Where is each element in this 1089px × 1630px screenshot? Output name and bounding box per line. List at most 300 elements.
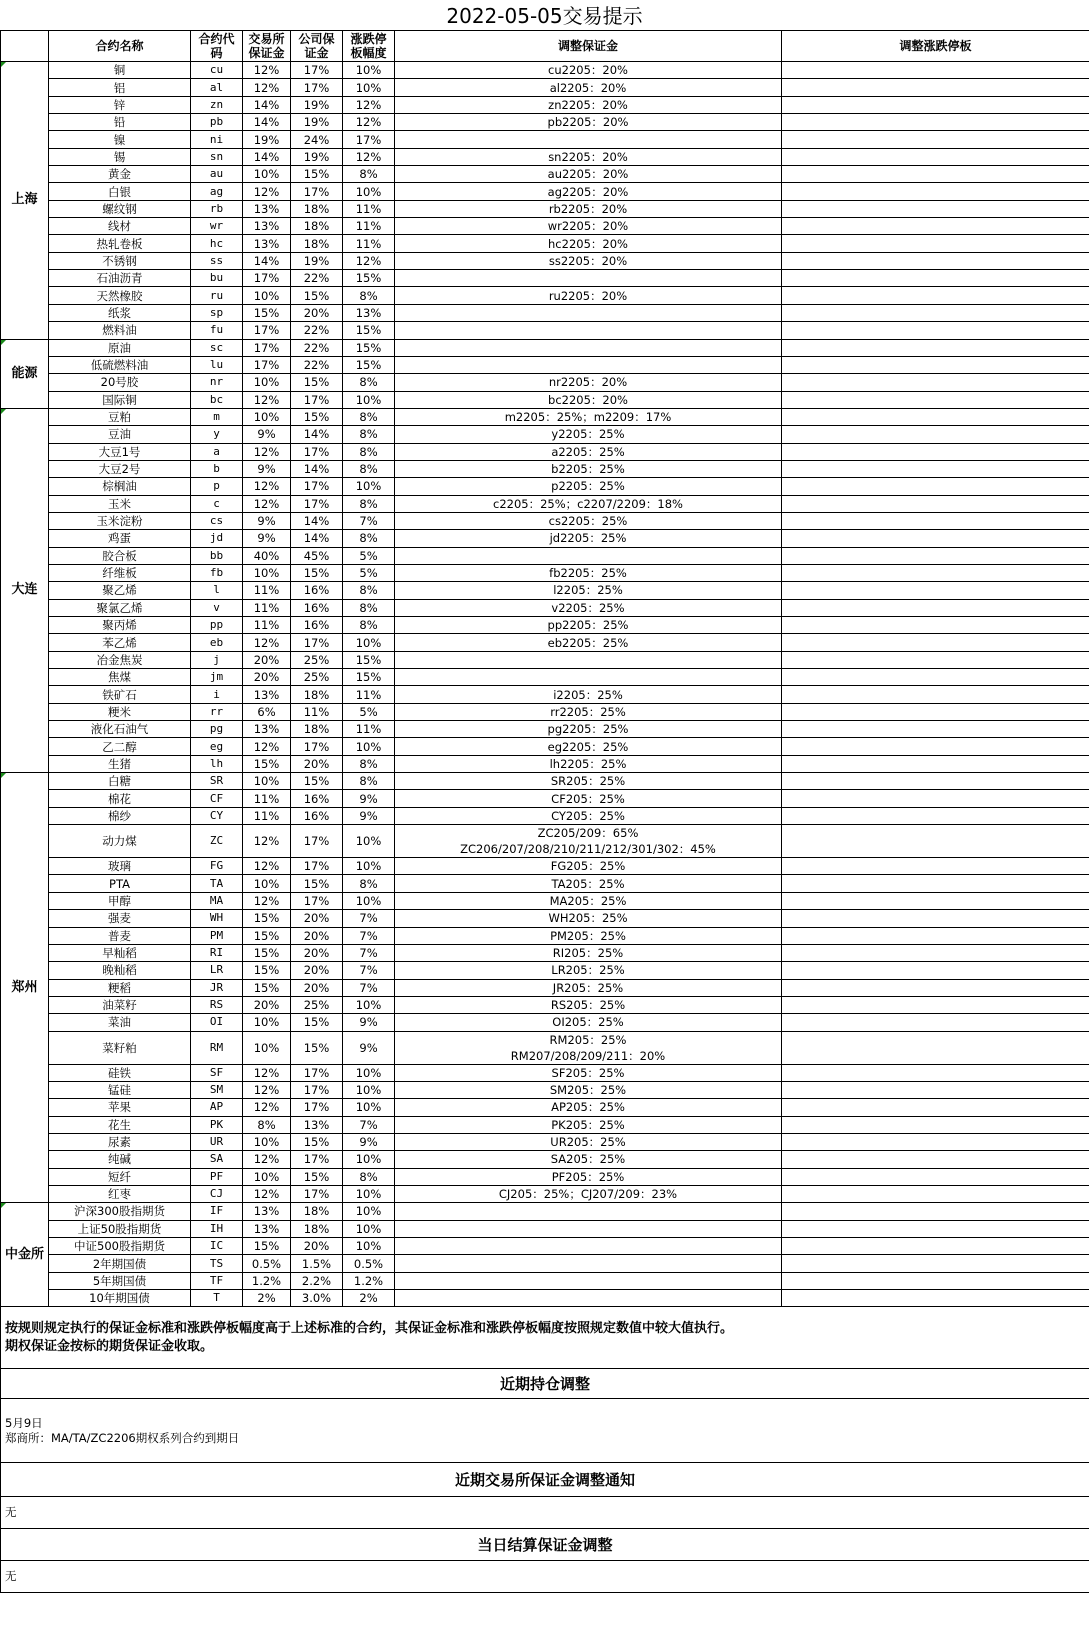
adjust-margin-cell [395, 686, 782, 703]
table-row [1, 79, 1089, 96]
exchange-margin-cell: 15% [243, 304, 291, 321]
contract-code-cell: sn [191, 148, 243, 165]
adjust-margin-line: UR205：25% [550, 1135, 626, 1150]
exchange-margin-cell: 12% [243, 858, 291, 875]
limit-range-cell: 8% [343, 755, 395, 772]
adjust-margin-line: SR205：25% [550, 774, 626, 789]
adjust-margin-cell [395, 218, 782, 235]
adjust-margin-line: WH205：25% [548, 911, 628, 926]
contract-code-cell: lh [191, 755, 243, 772]
contract-code-cell: a [191, 443, 243, 460]
exchange-margin-cell: 15% [243, 755, 291, 772]
section-body [1, 1561, 1089, 1593]
exchange-margin-cell: 15% [243, 927, 291, 944]
limit-range-cell: 7% [343, 944, 395, 961]
limit-range-cell: 8% [343, 495, 395, 512]
contract-name-cell: 普麦 [49, 927, 191, 944]
contract-code-cell: UR [191, 1133, 243, 1150]
adjust-margin-line: PM205：25% [550, 928, 626, 943]
exchange-margin-cell: 15% [243, 944, 291, 961]
exchange-margin-cell: 14% [243, 252, 291, 269]
contract-code-cell: pb [191, 114, 243, 131]
adjust-margin-cell [395, 1185, 782, 1202]
limit-range-cell: 10% [343, 62, 395, 79]
table-row [1, 1220, 1089, 1237]
contract-name-cell: 油菜籽 [49, 996, 191, 1013]
table-row [1, 1238, 1089, 1255]
company-margin-cell: 16% [291, 599, 343, 616]
contract-name-cell: 石油沥青 [49, 270, 191, 287]
contract-code-cell: eb [191, 634, 243, 651]
contract-name-cell: 粳稻 [49, 979, 191, 996]
adjust-limit-cell [782, 1133, 1089, 1150]
contract-name-cell: PTA [49, 875, 191, 892]
adjust-limit-cell [782, 530, 1089, 547]
company-margin-cell: 15% [291, 875, 343, 892]
adjust-limit-cell [782, 1238, 1089, 1255]
adjust-margin-line: RS205：25% [550, 998, 626, 1013]
adjust-margin-cell [395, 927, 782, 944]
adjust-margin-line: c2205：25%；c2207/2209：18% [493, 496, 683, 511]
adjust-limit-cell [782, 996, 1089, 1013]
adjust-limit-cell [782, 478, 1089, 495]
limit-range-cell: 11% [343, 200, 395, 217]
adjust-limit-cell [782, 721, 1089, 738]
limit-range-cell: 5% [343, 703, 395, 720]
adjust-margin-line: FG205：25% [550, 859, 626, 874]
company-margin-cell: 17% [291, 1099, 343, 1116]
adjust-margin-line: SA205：25% [550, 1152, 626, 1167]
adjust-margin-cell [395, 270, 782, 287]
exchange-margin-cell: 13% [243, 1220, 291, 1237]
contract-name-cell: 短纤 [49, 1168, 191, 1185]
table-row [1, 773, 1089, 790]
contract-name-cell: 20号胶 [49, 374, 191, 391]
adjust-margin-cell [395, 790, 782, 807]
contract-name-cell: 天然橡胶 [49, 287, 191, 304]
company-margin-cell: 15% [291, 166, 343, 183]
adjust-limit-cell [782, 927, 1089, 944]
table-row [1, 1203, 1089, 1220]
contract-code-cell: MA [191, 892, 243, 909]
section-title: 近期交易所保证金调整通知 [1, 1463, 1089, 1497]
adjust-margin-line: OI205：25% [552, 1015, 624, 1030]
adjust-limit-cell [782, 1151, 1089, 1168]
contract-code-cell: y [191, 426, 243, 443]
table-row [1, 979, 1089, 996]
company-margin-cell: 13% [291, 1116, 343, 1133]
table-row [1, 1290, 1089, 1307]
exchange-margin-cell: 12% [243, 738, 291, 755]
contract-code-cell: v [191, 599, 243, 616]
adjust-margin-cell [395, 807, 782, 824]
adjust-margin-line: p2205：25% [551, 479, 625, 494]
adjust-limit-cell [782, 773, 1089, 790]
adjust-limit-cell [782, 892, 1089, 909]
limit-range-cell: 10% [343, 391, 395, 408]
limit-range-cell: 7% [343, 1116, 395, 1133]
limit-range-cell: 8% [343, 1168, 395, 1185]
adjust-margin-cell [395, 114, 782, 131]
exchange-margin-cell: 14% [243, 148, 291, 165]
adjust-margin-line: eg2205：25% [547, 739, 629, 754]
adjust-margin-line: ZC205/209：65% [537, 826, 639, 841]
adjust-margin-line: i2205：25% [553, 687, 623, 702]
adjust-limit-cell [782, 1220, 1089, 1237]
adjust-limit-cell [782, 408, 1089, 425]
exchange-margin-cell: 11% [243, 582, 291, 599]
exchange-margin-cell: 12% [243, 1064, 291, 1081]
table-row [1, 858, 1089, 875]
company-margin-cell: 25% [291, 669, 343, 686]
company-margin-cell: 17% [291, 858, 343, 875]
section-line: 郑商所：MA/TA/ZC2206期权系列合约到期日 [5, 1430, 240, 1445]
exchange-margin-cell: 12% [243, 1099, 291, 1116]
limit-range-cell: 11% [343, 686, 395, 703]
limit-range-cell: 10% [343, 738, 395, 755]
contract-name-cell: 纯碱 [49, 1151, 191, 1168]
company-margin-cell: 16% [291, 617, 343, 634]
adjust-margin-cell [395, 530, 782, 547]
adjust-margin-cell [395, 252, 782, 269]
contract-name-cell: 菜籽粕 [49, 1031, 191, 1064]
table-row [1, 478, 1089, 495]
page-title: 2022-05-05交易提示 [0, 0, 1089, 31]
contract-code-cell: sp [191, 304, 243, 321]
contract-code-cell: bc [191, 391, 243, 408]
limit-range-cell: 15% [343, 270, 395, 287]
adjust-limit-cell [782, 79, 1089, 96]
adjust-margin-cell [395, 773, 782, 790]
contract-name-cell: 棕榈油 [49, 478, 191, 495]
adjust-margin-cell [395, 460, 782, 477]
limit-range-cell: 10% [343, 1203, 395, 1220]
company-margin-cell: 11% [291, 703, 343, 720]
limit-range-cell: 8% [343, 408, 395, 425]
table-row [1, 270, 1089, 287]
section-body-row [1, 1399, 1089, 1463]
adjust-limit-cell [782, 443, 1089, 460]
table-row [1, 148, 1089, 165]
section-body-row [1, 1561, 1089, 1593]
adjust-margin-cell [395, 599, 782, 616]
table-row [1, 96, 1089, 113]
adjust-margin-cell [395, 1064, 782, 1081]
limit-range-cell: 10% [343, 183, 395, 200]
adjust-margin-line: sn2205：20% [548, 149, 628, 164]
table-row [1, 1185, 1089, 1202]
adjust-margin-cell [395, 892, 782, 909]
adjust-limit-cell [782, 1272, 1089, 1289]
adjust-margin-cell [395, 703, 782, 720]
adjust-limit-cell [782, 617, 1089, 634]
company-margin-cell: 17% [291, 62, 343, 79]
contract-name-cell: 中证500股指期货 [49, 1238, 191, 1255]
adjust-margin-cell [395, 391, 782, 408]
exchange-margin-cell: 10% [243, 773, 291, 790]
adjust-margin-cell [395, 910, 782, 927]
adjust-margin-line: zn2205：20% [548, 97, 628, 112]
company-margin-cell: 18% [291, 721, 343, 738]
table-row [1, 426, 1089, 443]
adjust-margin-cell [395, 339, 782, 356]
contract-code-cell: RI [191, 944, 243, 961]
exchange-margin-cell: 15% [243, 1238, 291, 1255]
contract-code-cell: sc [191, 339, 243, 356]
exchange-margin-cell: 12% [243, 478, 291, 495]
limit-range-cell: 17% [343, 131, 395, 148]
exchange-group-label: 中金所 [1, 1203, 49, 1307]
table-row [1, 996, 1089, 1013]
exchange-margin-cell: 9% [243, 426, 291, 443]
contract-name-cell: 聚氯乙烯 [49, 599, 191, 616]
company-margin-cell: 16% [291, 790, 343, 807]
contract-name-cell: 棉花 [49, 790, 191, 807]
adjust-margin-cell [395, 1255, 782, 1272]
table-row [1, 1168, 1089, 1185]
contract-code-cell: WH [191, 910, 243, 927]
limit-range-cell: 7% [343, 979, 395, 996]
limit-range-cell: 15% [343, 339, 395, 356]
limit-range-cell: 8% [343, 460, 395, 477]
limit-range-cell: 8% [343, 582, 395, 599]
adjust-margin-line: lh2205：25% [549, 756, 627, 771]
table-row [1, 1272, 1089, 1289]
contract-name-cell: 镍 [49, 131, 191, 148]
company-margin-cell: 17% [291, 79, 343, 96]
contract-code-cell: rr [191, 703, 243, 720]
contract-code-cell: wr [191, 218, 243, 235]
adjust-limit-cell [782, 460, 1089, 477]
company-margin-cell: 17% [291, 1081, 343, 1098]
table-row [1, 235, 1089, 252]
contract-name-cell: 鸡蛋 [49, 530, 191, 547]
company-margin-cell: 14% [291, 460, 343, 477]
limit-range-cell: 8% [343, 599, 395, 616]
exchange-margin-cell: 19% [243, 131, 291, 148]
table-row [1, 252, 1089, 269]
contract-name-cell: 玉米 [49, 495, 191, 512]
company-margin-cell: 16% [291, 582, 343, 599]
contract-name-cell: 苹果 [49, 1099, 191, 1116]
table-row [1, 443, 1089, 460]
contract-code-cell: IC [191, 1238, 243, 1255]
limit-range-cell: 8% [343, 875, 395, 892]
company-margin-cell: 17% [291, 1064, 343, 1081]
table-row [1, 721, 1089, 738]
adjust-margin-line: RM207/208/209/211：20% [510, 1048, 666, 1063]
adjust-margin-line: CY205：25% [551, 808, 625, 823]
company-margin-cell: 22% [291, 322, 343, 339]
limit-range-cell: 10% [343, 996, 395, 1013]
contract-name-cell: 苯乙烯 [49, 634, 191, 651]
rule-note-line: 期权保证金按标的期货保证金收取。 [5, 1338, 214, 1354]
adjust-limit-cell [782, 322, 1089, 339]
adjust-limit-cell [782, 858, 1089, 875]
adjust-margin-line: SM205：25% [549, 1083, 627, 1098]
exchange-margin-cell: 17% [243, 270, 291, 287]
table-row [1, 944, 1089, 961]
adjust-limit-cell [782, 582, 1089, 599]
section-line: 无 [5, 1569, 17, 1584]
contract-name-cell: 豆粕 [49, 408, 191, 425]
table-row [1, 1031, 1089, 1064]
adjust-margin-cell [395, 1203, 782, 1220]
limit-range-cell: 2% [343, 1290, 395, 1307]
limit-range-cell: 10% [343, 1081, 395, 1098]
exchange-margin-cell: 10% [243, 166, 291, 183]
header-contract-code: 合约代码 [191, 31, 243, 62]
contract-code-cell: fb [191, 564, 243, 581]
company-margin-cell: 18% [291, 686, 343, 703]
company-margin-cell: 3.0% [291, 1290, 343, 1307]
adjust-limit-cell [782, 235, 1089, 252]
table-row [1, 617, 1089, 634]
contract-code-cell: cu [191, 62, 243, 79]
adjust-margin-cell [395, 1116, 782, 1133]
adjust-limit-cell [782, 495, 1089, 512]
rule-note-line: 按规则规定执行的保证金标准和涨跌停板幅度高于上述标准的合约，其保证金标准和涨跌停板幅度按照规定数值中较大值执行。 [5, 1320, 734, 1336]
exchange-margin-cell: 12% [243, 183, 291, 200]
contract-code-cell: PM [191, 927, 243, 944]
exchange-group-label: 大连 [1, 408, 49, 772]
exchange-margin-cell: 40% [243, 547, 291, 564]
adjust-margin-line: RM205：25% [549, 1032, 627, 1047]
limit-range-cell: 15% [343, 322, 395, 339]
contract-code-cell: SR [191, 773, 243, 790]
section-title: 当日结算保证金调整 [1, 1529, 1089, 1561]
table-row [1, 927, 1089, 944]
adjust-margin-line: pb2205：20% [547, 115, 629, 130]
header-row [1, 31, 1089, 62]
contract-name-cell: 早籼稻 [49, 944, 191, 961]
adjust-limit-cell [782, 200, 1089, 217]
adjust-margin-line: pg2205：25% [547, 722, 629, 737]
contract-name-cell: 锡 [49, 148, 191, 165]
adjust-margin-cell [395, 166, 782, 183]
contract-name-cell: 动力煤 [49, 825, 191, 858]
contract-code-cell: SA [191, 1151, 243, 1168]
company-margin-cell: 20% [291, 927, 343, 944]
adjust-margin-cell [395, 287, 782, 304]
adjust-margin-line: AP205：25% [551, 1100, 625, 1115]
adjust-margin-line: v2205：25% [551, 600, 625, 615]
adjust-margin-cell [395, 858, 782, 875]
exchange-margin-cell: 13% [243, 200, 291, 217]
adjust-limit-cell [782, 547, 1089, 564]
table-row [1, 1133, 1089, 1150]
exchange-margin-cell: 13% [243, 721, 291, 738]
adjust-limit-cell [782, 131, 1089, 148]
contract-code-cell: SM [191, 1081, 243, 1098]
adjust-margin-line: jd2205：25% [549, 531, 627, 546]
contract-name-cell: 铜 [49, 62, 191, 79]
table-row [1, 686, 1089, 703]
company-margin-cell: 15% [291, 1168, 343, 1185]
adjust-margin-line: RI205：25% [552, 946, 624, 961]
adjust-margin-cell [395, 408, 782, 425]
limit-range-cell: 9% [343, 1031, 395, 1064]
adjust-limit-cell [782, 62, 1089, 79]
exchange-margin-cell: 2% [243, 1290, 291, 1307]
table-row [1, 530, 1089, 547]
limit-range-cell: 8% [343, 530, 395, 547]
contract-code-cell: PF [191, 1168, 243, 1185]
company-margin-cell: 20% [291, 304, 343, 321]
adjust-margin-cell [395, 1238, 782, 1255]
contract-code-cell: jd [191, 530, 243, 547]
adjust-margin-cell [395, 979, 782, 996]
contract-name-cell: 晚籼稻 [49, 962, 191, 979]
exchange-margin-cell: 8% [243, 1116, 291, 1133]
limit-range-cell: 5% [343, 547, 395, 564]
company-margin-cell: 2.2% [291, 1272, 343, 1289]
company-margin-cell: 17% [291, 634, 343, 651]
contract-code-cell: nr [191, 374, 243, 391]
limit-range-cell: 10% [343, 1220, 395, 1237]
exchange-margin-cell: 12% [243, 391, 291, 408]
adjust-margin-cell [395, 443, 782, 460]
contract-code-cell: OI [191, 1014, 243, 1031]
adjust-margin-cell [395, 996, 782, 1013]
adjust-limit-cell [782, 166, 1089, 183]
cell-marker [1, 62, 6, 67]
contract-name-cell: 纤维板 [49, 564, 191, 581]
contract-code-cell: ag [191, 183, 243, 200]
adjust-limit-cell [782, 1099, 1089, 1116]
adjust-margin-line: ss2205：20% [548, 253, 628, 268]
adjust-margin-cell [395, 547, 782, 564]
exchange-margin-cell: 17% [243, 322, 291, 339]
margin-table [0, 30, 1089, 1593]
adjust-margin-line: al2205：20% [549, 80, 627, 95]
limit-range-cell: 10% [343, 858, 395, 875]
company-margin-cell: 25% [291, 651, 343, 668]
contract-name-cell: 强麦 [49, 910, 191, 927]
adjust-limit-cell [782, 183, 1089, 200]
limit-range-cell: 15% [343, 669, 395, 686]
company-margin-cell: 20% [291, 1238, 343, 1255]
contract-code-cell: bb [191, 547, 243, 564]
company-margin-cell: 17% [291, 825, 343, 858]
adjust-margin-line: SF205：25% [551, 1065, 625, 1080]
adjust-margin-cell [395, 1272, 782, 1289]
company-margin-cell: 22% [291, 339, 343, 356]
header-adjust-margin: 调整保证金 [395, 31, 782, 62]
table-row [1, 339, 1089, 356]
table-row [1, 547, 1089, 564]
contract-code-cell: PK [191, 1116, 243, 1133]
table-row [1, 755, 1089, 772]
adjust-limit-cell [782, 1185, 1089, 1202]
exchange-margin-cell: 12% [243, 634, 291, 651]
adjust-limit-cell [782, 148, 1089, 165]
company-margin-cell: 25% [291, 996, 343, 1013]
exchange-margin-cell: 12% [243, 892, 291, 909]
limit-range-cell: 10% [343, 892, 395, 909]
exchange-margin-cell: 10% [243, 1168, 291, 1185]
adjust-margin-line: a2205：25% [551, 444, 625, 459]
limit-range-cell: 12% [343, 114, 395, 131]
contract-code-cell: zn [191, 96, 243, 113]
adjust-margin-cell [395, 304, 782, 321]
table-row [1, 962, 1089, 979]
limit-range-cell: 9% [343, 790, 395, 807]
company-margin-cell: 14% [291, 512, 343, 529]
contract-code-cell: ss [191, 252, 243, 269]
contract-code-cell: LR [191, 962, 243, 979]
table-row [1, 131, 1089, 148]
